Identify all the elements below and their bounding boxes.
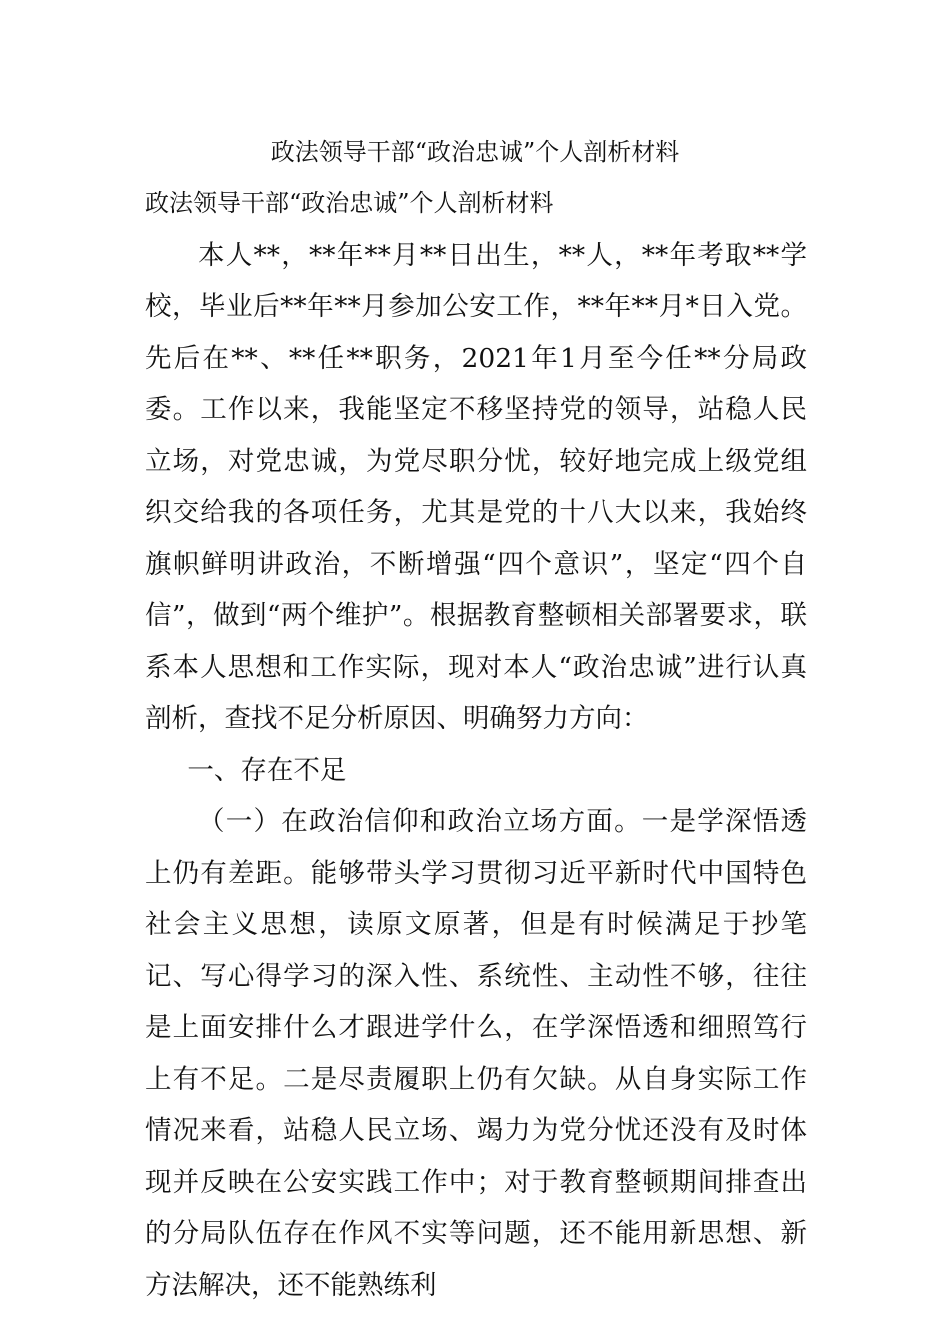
section-paragraph-political-belief: （一）在政治信仰和政治立场方面。一是学深悟透上仍有差距。能够带头学习贯彻习近平新时代中国特色社会主义思想，读原文原著，但是有时候满足于抄笔记、写心得学习的深入性、系统性、主动性不够，往往是上面安排什么才跟进学什么，在学深悟透和细照笃行上有不足。二是尽责履职上仍有欠缺。从自身实际工作情况来看，站稳人民立场、竭力为党分忧还没有及时体现并反映在公安实践工作中；对于教育整顿期间排查出的分局队伍存在作风不实等问题，还不能用新思想、新方法解决，还不能熟练利 [145,806,807,1301]
intro-paragraph: 本人**，**年**月**日出生，**人，**年考取**学校，毕业后**年**月参加公安工作，**年**月*日入党。先后在**、**任**职务，2021年1月至今任**分局政委。工作以来，我能坚定不移坚持党的领导，站稳人民立场，对党忠诚，为党尽职分忧，较好地完成上级党组织交给我的各项任务，尤其是党的十八大以来，我始终旗帜鲜明讲政治，不断增强“四个意识”，坚定“四个自信”，做到“两个维护”。根据教育整顿相关部署要求，联系本人思想和工作实际，现对本人“政治忠诚”进行认真剖析，查找不足分析原因、明确努力方向： [145,239,807,734]
document-body [145,178,807,1311]
document-title: 政法领导干部“政治忠诚”个人剖析材料 [270,138,680,166]
section-heading-shortcomings: 一、存在不足 [187,754,347,786]
document-subtitle: 政法领导干部“政治忠诚”个人剖析材料 [145,189,554,217]
